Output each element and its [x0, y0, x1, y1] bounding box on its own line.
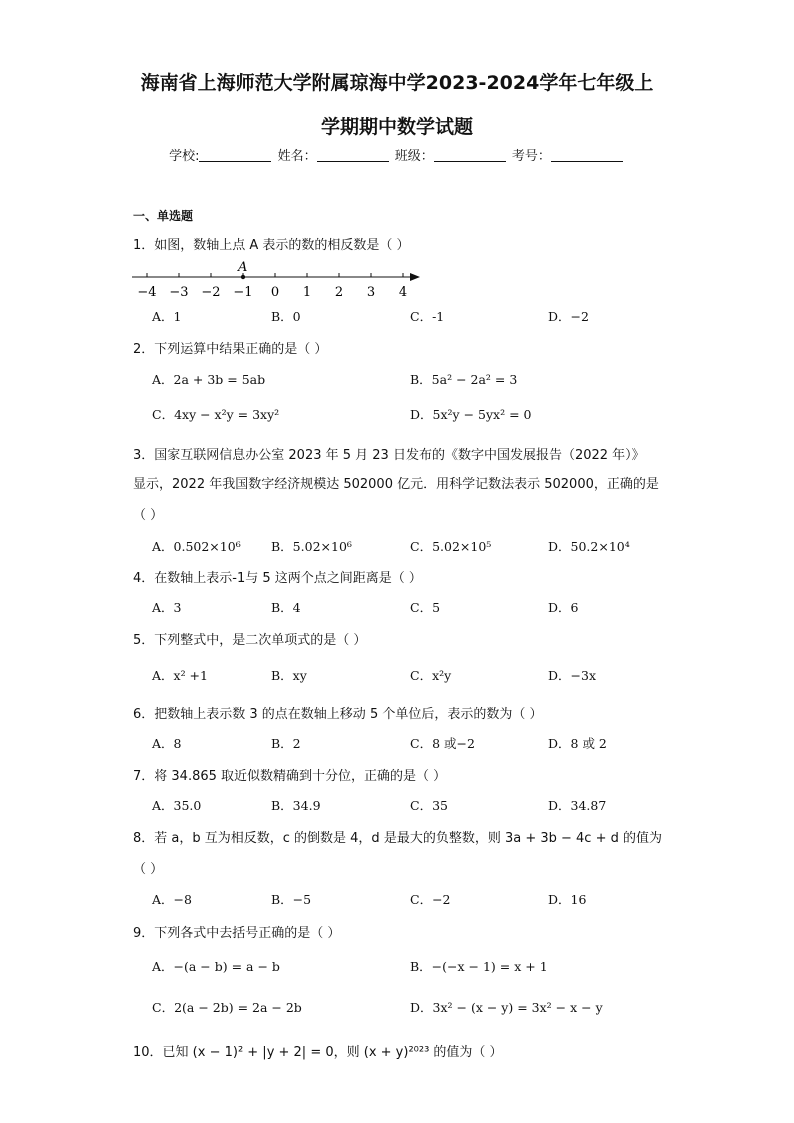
q3-option-a[interactable]: A．0.502×10⁶ — [152, 539, 241, 554]
q4-option-a[interactable]: A．3 — [152, 600, 182, 615]
number-line-tick-label: −2 — [201, 285, 221, 300]
name-blank[interactable] — [317, 149, 389, 162]
q1-option-c[interactable]: C．-1 — [410, 309, 445, 324]
q5-option-c[interactable]: C．x²y — [410, 668, 452, 683]
q9-option-c[interactable]: C．2(a − 2b) = 2a − 2b — [152, 1000, 302, 1015]
exam-no-label: 考号： — [511, 149, 551, 164]
q8-option-c[interactable]: C．−2 — [410, 892, 451, 907]
q6-option-d[interactable]: D．8 或 2 — [548, 736, 607, 751]
school-label: 学校: — [169, 149, 200, 164]
section-heading: 一、单选题 — [133, 209, 194, 223]
title-line-2: 学期期中数学试题 — [320, 116, 473, 138]
q1-option-a[interactable]: A．1 — [152, 309, 182, 324]
class-blank[interactable] — [434, 149, 506, 162]
point-a-label: A — [238, 260, 248, 275]
q2-option-d[interactable]: D．5x²y − 5yx² = 0 — [410, 407, 532, 422]
q8-option-b[interactable]: B．−5 — [271, 892, 312, 907]
q2-option-a[interactable]: A．2a + 3b = 5ab — [152, 372, 266, 387]
question-1-stem: 1．如图，数轴上点 A 表示的数的相反数是（ ） — [133, 238, 410, 253]
q7-option-d[interactable]: D．34.87 — [548, 798, 607, 813]
q5-option-a[interactable]: A．x² +1 — [152, 668, 208, 683]
q3-option-c[interactable]: C．5.02×10⁵ — [410, 539, 492, 554]
question-2-stem: 2．下列运算中结果正确的是（ ） — [133, 342, 328, 357]
point-a-dot — [241, 275, 245, 279]
q2-option-b[interactable]: B．5a² − 2a² = 3 — [410, 372, 518, 387]
q6-option-a[interactable]: A．8 — [152, 736, 182, 751]
q8-option-d[interactable]: D．16 — [548, 892, 587, 907]
question-3-stem: 3．国家互联网信息办公室 2023 年 5 月 23 日发布的《数字中国发展报告（2022 年）》 — [133, 448, 645, 463]
number-line-arrow — [410, 273, 420, 281]
number-line-tick-label: −1 — [233, 285, 253, 300]
question-4-stem: 4．在数轴上表示-1与 5 这两个点之间距离是（ ） — [133, 571, 422, 586]
q3-option-b[interactable]: B．5.02×10⁶ — [271, 539, 352, 554]
q4-option-b[interactable]: B．4 — [271, 600, 301, 615]
q1-option-d[interactable]: D．−2 — [548, 309, 589, 324]
question-10-stem: 10．已知 (x − 1)² + |y + 2| = 0，则 (x + y)²⁰²³ 的值为（ ） — [133, 1045, 503, 1060]
q7-option-b[interactable]: B．34.9 — [271, 798, 321, 813]
exam-no-blank[interactable] — [551, 149, 623, 162]
number-line-tick-label: 1 — [302, 285, 312, 300]
question-6-stem: 6．把数轴上表示数 3 的点在数轴上移动 5 个单位后，表示的数为（ ） — [133, 707, 543, 722]
q7-option-c[interactable]: C．35 — [410, 798, 448, 813]
number-line-tick-label: 2 — [334, 285, 344, 300]
q9-option-d[interactable]: D．3x² − (x − y) = 3x² − x − y — [410, 1000, 603, 1015]
number-line-tick-label: −3 — [169, 285, 189, 300]
q9-option-b[interactable]: B．−(−x − 1) = x + 1 — [410, 959, 548, 974]
q8-option-a[interactable]: A．−8 — [152, 892, 192, 907]
q2-option-c[interactable]: C．4xy − x²y = 3xy² — [152, 407, 280, 422]
question-3-stem-2: 显示，2022 年我国数字经济规模达 502000 亿元．用科学记数法表示 502000，正确的是 — [133, 477, 659, 492]
q6-option-c[interactable]: C．8 或−2 — [410, 736, 475, 751]
number-line-tick-label: 0 — [270, 285, 280, 300]
number-line-tick-label: 4 — [398, 285, 408, 300]
number-line-figure — [128, 258, 428, 300]
title-line-1: 海南省上海师范大学附属琼海中学2023-2024学年七年级上 — [140, 72, 654, 94]
question-3-stem-3: （ ） — [133, 508, 164, 523]
school-blank[interactable] — [199, 149, 271, 162]
question-5-stem: 5．下列整式中，是二次单项式的是（ ） — [133, 633, 367, 648]
q5-option-d[interactable]: D．−3x — [548, 668, 596, 683]
name-label: 姓名： — [277, 149, 317, 164]
number-line-tick-label: 3 — [366, 285, 376, 300]
student-info-line — [0, 145, 794, 164]
number-line-tick-label: −4 — [137, 285, 157, 300]
question-9-stem: 9．下列各式中去括号正确的是（ ） — [133, 926, 341, 941]
question-8-stem: 8．若 a，b 互为相反数，c 的倒数是 4，d 是最大的负整数，则 3a + 3b − 4c + d 的值为 — [133, 831, 662, 846]
q5-option-b[interactable]: B．xy — [271, 668, 307, 683]
q6-option-b[interactable]: B．2 — [271, 736, 301, 751]
question-7-stem: 7．将 34.865 取近似数精确到十分位，正确的是（ ） — [133, 769, 447, 784]
class-label: 班级： — [394, 149, 434, 164]
question-8-stem-2: （ ） — [133, 862, 164, 877]
q4-option-c[interactable]: C．5 — [410, 600, 441, 615]
q1-option-b[interactable]: B．0 — [271, 309, 301, 324]
q3-option-d[interactable]: D．50.2×10⁴ — [548, 539, 630, 554]
q7-option-a[interactable]: A．35.0 — [152, 798, 202, 813]
q9-option-a[interactable]: A．−(a − b) = a − b — [152, 959, 280, 974]
q4-option-d[interactable]: D．6 — [548, 600, 579, 615]
